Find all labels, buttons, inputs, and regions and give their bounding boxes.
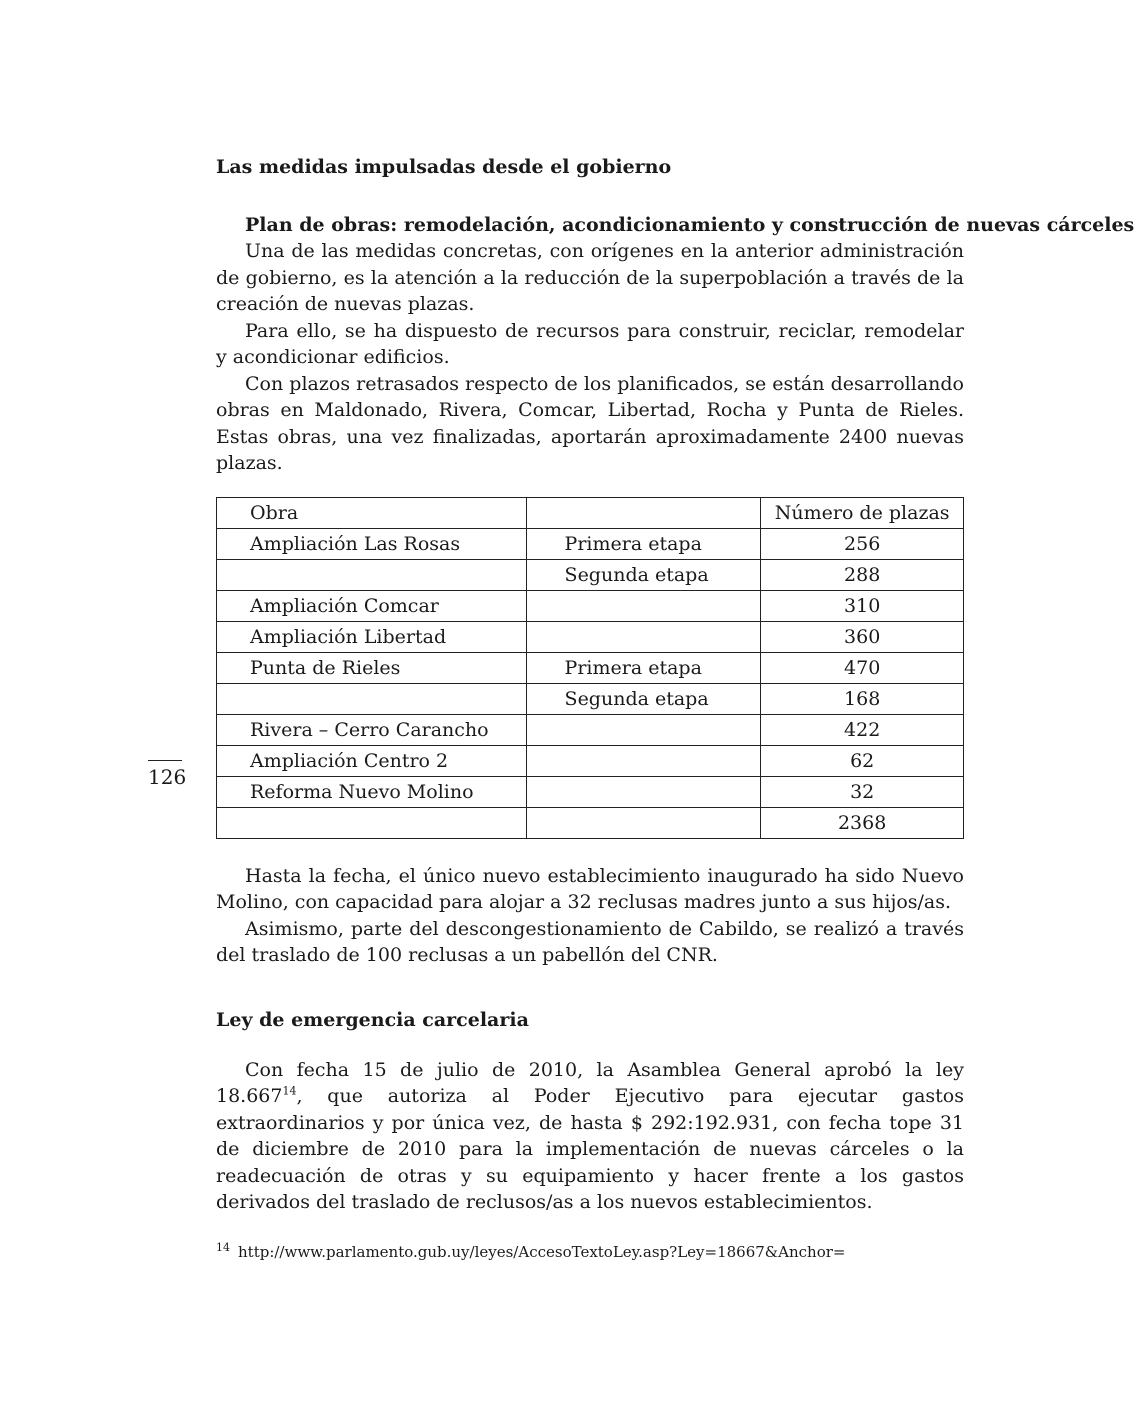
table-cell: Segunda etapa bbox=[526, 559, 761, 590]
table-cell: Ampliación Libertad bbox=[217, 621, 527, 652]
table-row bbox=[217, 683, 964, 714]
footnote-mark: 14 bbox=[216, 1240, 230, 1254]
table-header-cell: Obra bbox=[217, 497, 527, 528]
table-row bbox=[217, 714, 964, 745]
subsection-title: Plan de obras: remodelación, acondicionamiento y construcción de nuevas cárceles bbox=[245, 214, 1134, 236]
table-cell: Reforma Nuevo Molino bbox=[217, 776, 527, 807]
table-cell: 168 bbox=[761, 683, 964, 714]
table-cell: Ampliación Comcar bbox=[217, 590, 527, 621]
table-cell bbox=[217, 559, 527, 590]
table-cell: 422 bbox=[761, 714, 964, 745]
section-title: Las medidas impulsadas desde el gobierno bbox=[216, 156, 672, 178]
table-cell: Ampliación Centro 2 bbox=[217, 745, 527, 776]
page-number: 126 bbox=[148, 760, 182, 789]
table-cell bbox=[526, 714, 761, 745]
table-cell: 470 bbox=[761, 652, 964, 683]
table-cell: Primera etapa bbox=[526, 528, 761, 559]
footnote-link[interactable]: http://www.parlamento.gub.uy/leyes/AccesoTextoLey.asp?Ley=18667&Anchor= bbox=[238, 1242, 846, 1261]
paragraph: Con plazos retrasados respecto de los planificados, se están desarrollando obras en Maldonado, Rivera, Comcar, Libertad, Rocha y Punta de Rieles. Estas obras, una vez finalizadas, aportarán aproximadamente 2400 nuevas plazas. bbox=[216, 372, 964, 474]
table-cell: Primera etapa bbox=[526, 652, 761, 683]
table-row bbox=[217, 776, 964, 807]
table-cell bbox=[526, 776, 761, 807]
table-row bbox=[217, 528, 964, 559]
table-cell: 310 bbox=[761, 590, 964, 621]
table-cell bbox=[526, 745, 761, 776]
table-cell: Segunda etapa bbox=[526, 683, 761, 714]
paragraph-text: , que autoriza al Poder Ejecutivo para ejecutar gastos extraordinarios y por única vez, de hasta $ 292:192.931, con fecha tope 31 de diciembre de 2010 para la implementación de nuevas cárceles o la readecuación de otras y su equipamiento y hacer frente a los gastos derivados del traslado de reclusos/as a los nuevos establecimientos. bbox=[216, 1085, 964, 1213]
table-cell: 360 bbox=[761, 621, 964, 652]
table-row bbox=[217, 652, 964, 683]
paragraph: Asimismo, parte del descongestionamiento de Cabildo, se realizó a través del traslado de 100 reclusas a un pabellón del CNR. bbox=[216, 917, 964, 966]
paragraph bbox=[216, 1057, 964, 1216]
table-cell: 32 bbox=[761, 776, 964, 807]
table-total-cell: 2368 bbox=[761, 807, 964, 838]
paragraph: Para ello, se ha dispuesto de recursos para construir, reciclar, remodelar y acondicionar edificios. bbox=[216, 319, 964, 368]
table-cell bbox=[526, 621, 761, 652]
table-header-row bbox=[217, 497, 964, 528]
table-row bbox=[217, 590, 964, 621]
obras-table bbox=[216, 497, 964, 839]
table-cell: 288 bbox=[761, 559, 964, 590]
section-title: Ley de emergencia carcelaria bbox=[216, 1008, 529, 1031]
table-header-cell bbox=[526, 497, 761, 528]
table-cell bbox=[526, 807, 761, 838]
table-row bbox=[217, 559, 964, 590]
paragraph-text: Con fecha 15 de julio de 2010, la Asamblea General aprobó la ley 18.667 bbox=[216, 1058, 964, 1107]
table-cell: 62 bbox=[761, 745, 964, 776]
table-cell: Rivera – Cerro Carancho bbox=[217, 714, 527, 745]
table-cell: Ampliación Las Rosas bbox=[217, 528, 527, 559]
table-total-row bbox=[217, 807, 964, 838]
table-cell bbox=[217, 807, 527, 838]
table-header-cell: Número de plazas bbox=[761, 497, 964, 528]
page-content bbox=[216, 152, 1134, 1262]
footnote-reference[interactable]: 14 bbox=[282, 1084, 297, 1098]
paragraph: Hasta la fecha, el único nuevo establecimiento inaugurado ha sido Nuevo Molino, con capacidad para alojar a 32 reclusas madres junto a sus hijos/as. bbox=[216, 864, 964, 913]
footnote bbox=[216, 1238, 964, 1262]
paragraph: Una de las medidas concretas, con orígenes en la anterior administración de gobierno, es la atención a la reducción de la superpoblación a través de la creación de nuevas plazas. bbox=[216, 240, 964, 315]
table-cell: Punta de Rieles bbox=[217, 652, 527, 683]
table-cell: 256 bbox=[761, 528, 964, 559]
table-cell bbox=[526, 590, 761, 621]
table-row bbox=[217, 745, 964, 776]
table-cell bbox=[217, 683, 527, 714]
table-row bbox=[217, 621, 964, 652]
